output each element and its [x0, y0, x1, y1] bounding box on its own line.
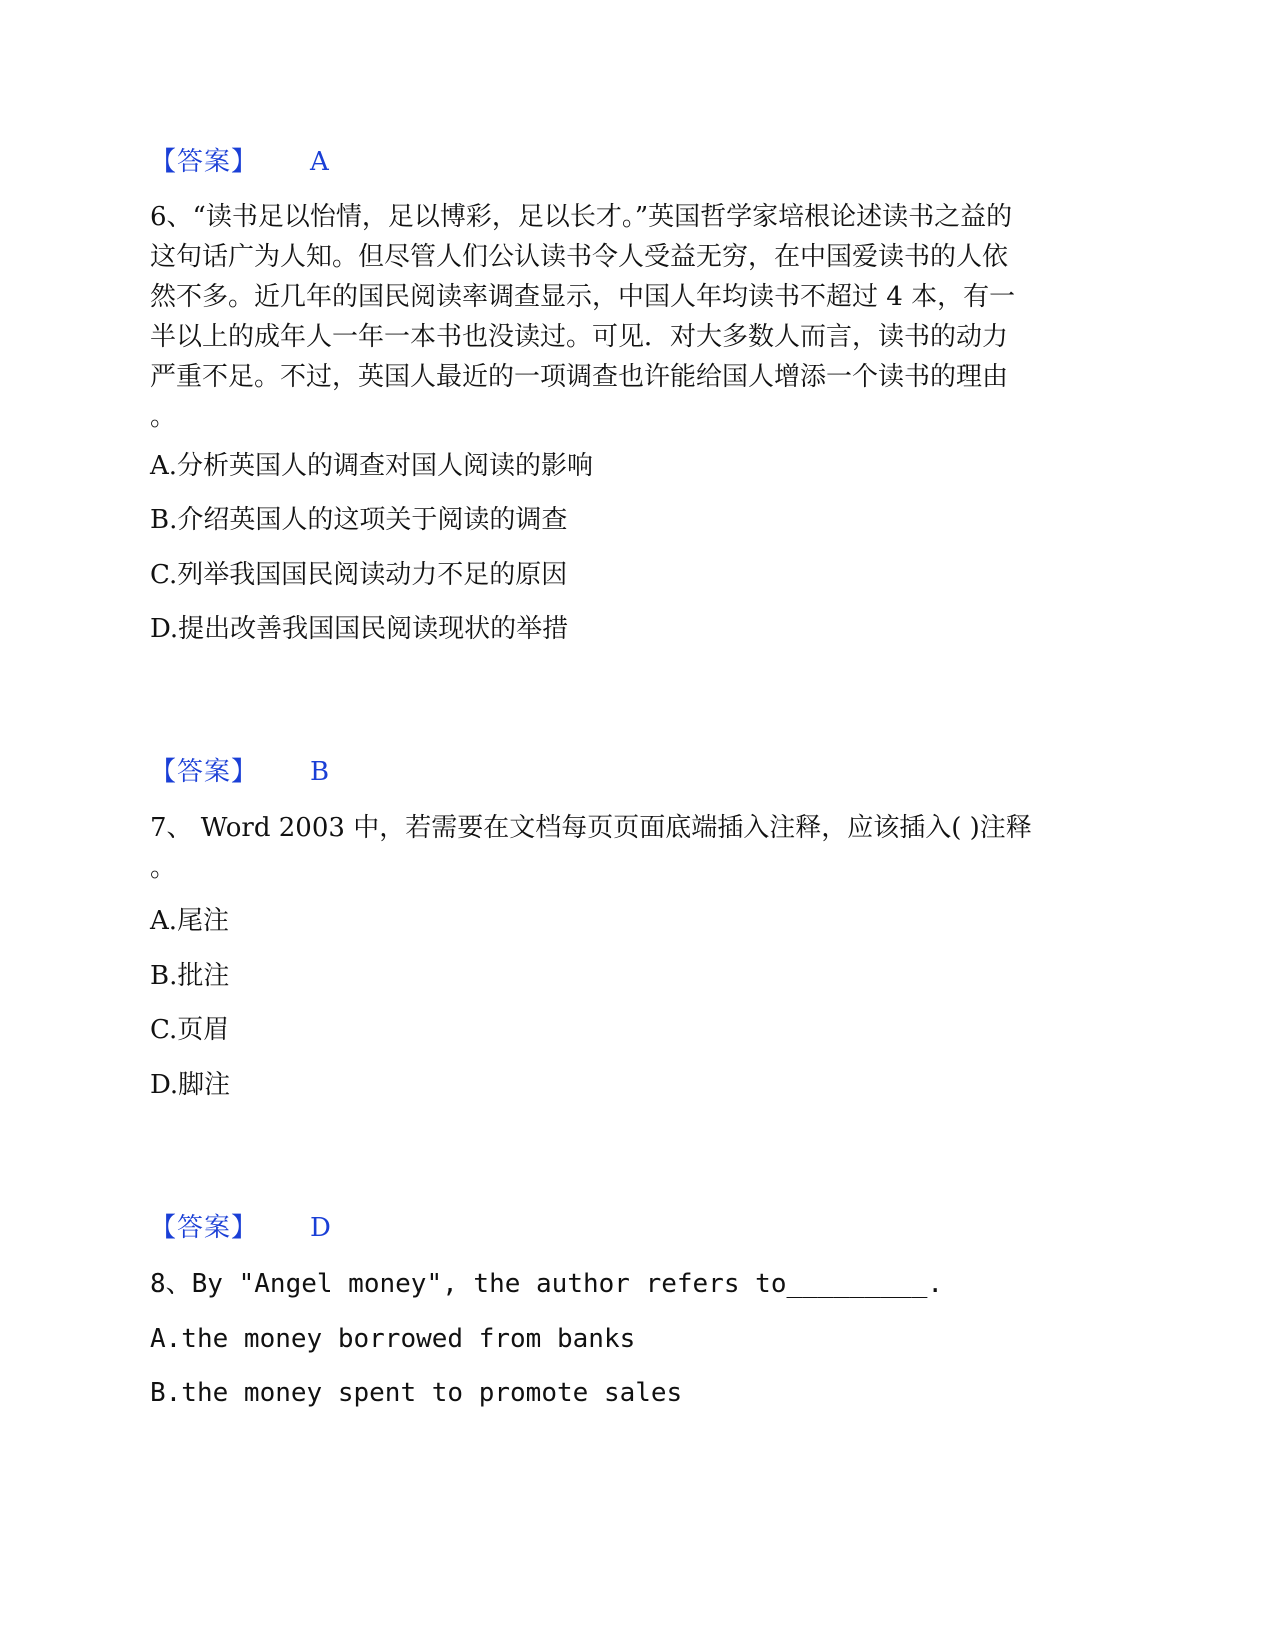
answer-label: 【答案】	[150, 147, 259, 177]
question-6-stem-line: 这句话广为人知。但尽管人们公认读书令人受益无穷，在中国爱读书的人依	[150, 242, 1009, 272]
question-7-stem-line: 7、 Word 2003 中，若需要在文档每页页面底端插入注释，应该插入( )注释	[150, 813, 1032, 843]
question-7-stem	[150, 808, 1130, 888]
question-6-stem-line: 6、“读书足以怡情，足以博彩，足以长才。”英国哲学家培根论述读书之益的	[150, 202, 1013, 232]
question-8-option-a: A.the money borrowed from banks	[150, 1324, 636, 1354]
answer-label: 【答案】	[150, 757, 259, 787]
answer-line-q6	[150, 752, 330, 792]
question-6-option-a: A.分析英国人的调查对国人阅读的影响	[150, 451, 594, 481]
question-8-option-b: B.the money spent to promote sales	[150, 1378, 683, 1408]
question-6-stem-line: 然不多。近几年的国民阅读率调查显示，中国人年均读书不超过 4 本，有一	[150, 282, 1016, 312]
question-6-stem-line: 。	[150, 402, 177, 432]
question-6-option-c: C.列举我国国民阅读动力不足的原因	[150, 560, 568, 590]
answer-line-q7	[150, 1208, 332, 1248]
answer-line-q5	[150, 142, 330, 182]
question-7-option-b: B.批注	[150, 961, 230, 991]
question-6-stem-line: 严重不足。不过，英国人最近的一项调查也许能给国人增添一个读书的理由	[150, 362, 1009, 392]
answer-value: B	[310, 757, 331, 787]
question-7-option-a: A.尾注	[150, 906, 230, 936]
answer-label: 【答案】	[150, 1213, 259, 1243]
answer-value: A	[310, 147, 330, 177]
answer-value: D	[310, 1213, 332, 1243]
question-7-option-c: C.页眉	[150, 1015, 230, 1045]
question-7-option-d: D.脚注	[150, 1070, 231, 1100]
question-6-stem-line: 半以上的成年人一年一本书也没读过。可见．对大多数人而言，读书的动力	[150, 322, 1009, 352]
question-7-stem-line: 。	[150, 853, 177, 883]
question-6-stem	[150, 197, 1130, 437]
question-8-stem: 8、By "Angel money", the author refers to_________.	[150, 1269, 944, 1299]
question-6-option-d: D.提出改善我国国民阅读现状的举措	[150, 614, 569, 644]
question-6-option-b: B.介绍英国人的这项关于阅读的调查	[150, 505, 568, 535]
